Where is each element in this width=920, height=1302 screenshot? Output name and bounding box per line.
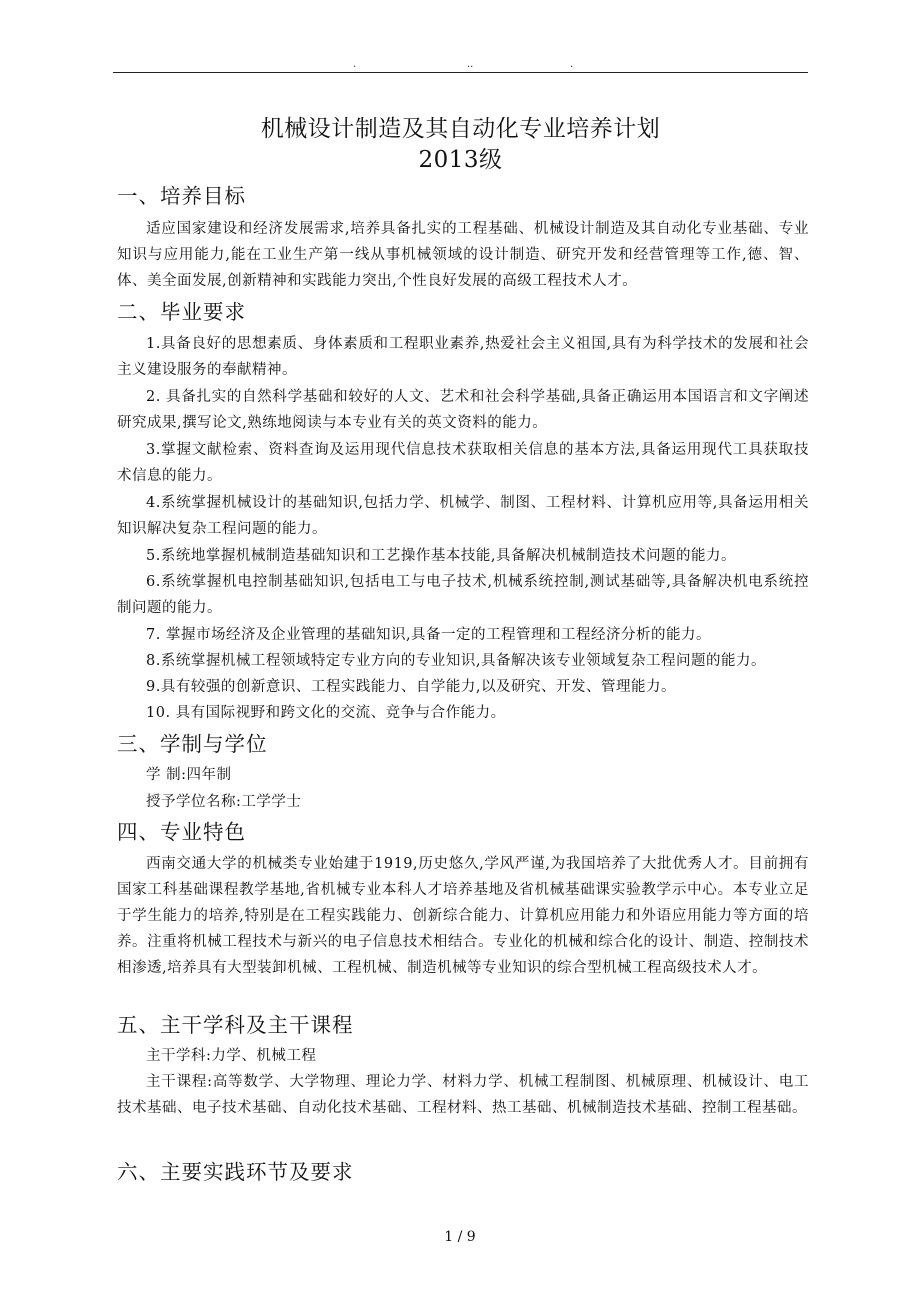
requirement-item: 2. 具备扎实的自然科学基础和较好的人文、艺术和社会科学基础,具备正确运用本国语言和文字阐述研究成果,撰写论文,熟练地阅读与本专业有关的英文资料的能力。 [117,389,809,431]
header-dot: .. [467,59,474,70]
section-heading-goals: 一、培养目标 [117,184,246,208]
requirement-item: 8.系统掌握机械工程领域特定专业方向的专业知识,具备解决该专业领域复杂工程问题的能力。 [146,653,766,669]
requirement-item: 3.掌握文献检索、资料查询及运用现代信息技术获取相关信息的基本方法,具备运用现代工具获取技术信息的能力。 [117,442,809,484]
section-heading-practice: 六、主要实践环节及要求 [117,1160,354,1184]
features-paragraph: 西南交通大学的机械类专业始建于1919,历史悠久,学风严谨,为我国培养了大批优秀人才。目前拥有国家工科基础课程教学基地,省机械专业本科人才培养基地及省机械基础课实验教学示中心。本专业立足于学生能力的培养,特别是在工程实践能力、创新综合能力、计算机应用能力和外语应用能力等方面的培养。注重将机械工程技术与新兴的电子信息技术相结合。专业化的机械和综合化的设计、制造、控制技术相渗透,培养具有大型装卸机械、工程机械、制造机械等专业知识的综合型机械工程高级技术人才。 [117,856,809,976]
requirement-item: 6.系统掌握机电控制基础知识,包括电工与电子技术,机械系统控制,测试基础等,具备解决机电系统控制问题的能力。 [117,574,809,616]
section-heading-disciplines-courses: 五、主干学科及主干课程 [117,1013,354,1037]
goals-paragraph: 适应国家建设和经济发展需求,培养具备扎实的工程基础、机械设计制造及其自动化专业基础、专业知识与应用能力,能在工业生产第一线从事机械领域的设计制造、研究开发和经营管理等工作,德、智、体、美全面发展,创新精神和实践能力突出,个性良好发展的高级工程技术人才。 [117,221,809,289]
section-heading-features: 四、专业特色 [117,820,246,844]
header-marks [113,58,808,72]
document-title: 机械设计制造及其自动化专业培养计划 [260,116,661,142]
header-dot: . [570,59,574,70]
disciplines-line: 主干学科:力学、机械工程 [146,1048,317,1064]
duration-line: 学 制:四年制 [146,767,232,783]
requirement-item: 7. 掌握市场经济及企业管理的基础知识,具备一定的工程管理和工程经济分析的能力。 [146,627,712,643]
section-heading-requirements: 二、毕业要求 [117,300,246,324]
degree-line: 授予学位名称:工学学士 [146,794,302,810]
header-dot: . [353,59,357,70]
section-heading-duration-degree: 三、学制与学位 [117,732,268,756]
document-year: 2013级 [418,147,503,173]
courses-paragraph: 主干课程:高等数学、大学物理、理论力学、材料力学、机械工程制图、机械原理、机械设计、电工技术基础、电子技术基础、自动化技术基础、工程材料、热工基础、机械制造技术基础、控制工程基础。 [117,1074,809,1116]
requirement-item: 9.具有较强的创新意识、工程实践能力、自学能力,以及研究、开发、管理能力。 [146,679,676,695]
requirement-item: 1.具备良好的思想素质、身体素质和工程职业素养,热爱社会主义祖国,具有为科学技术的发展和社会主义建设服务的奉献精神。 [117,336,809,378]
requirement-item: 4.系统掌握机械设计的基础知识,包括力学、机械学、制图、工程材料、计算机应用等,具备运用相关知识解决复杂工程问题的能力。 [117,495,809,537]
requirement-item: 5.系统地掌握机械制造基础知识和工艺操作基本技能,具备解决机械制造技术问题的能力。 [146,548,736,564]
header-rule [113,72,808,73]
page-number: 1 / 9 [444,1229,476,1245]
requirement-item: 10. 具有国际视野和跨文化的交流、竞争与合作能力。 [146,705,506,721]
